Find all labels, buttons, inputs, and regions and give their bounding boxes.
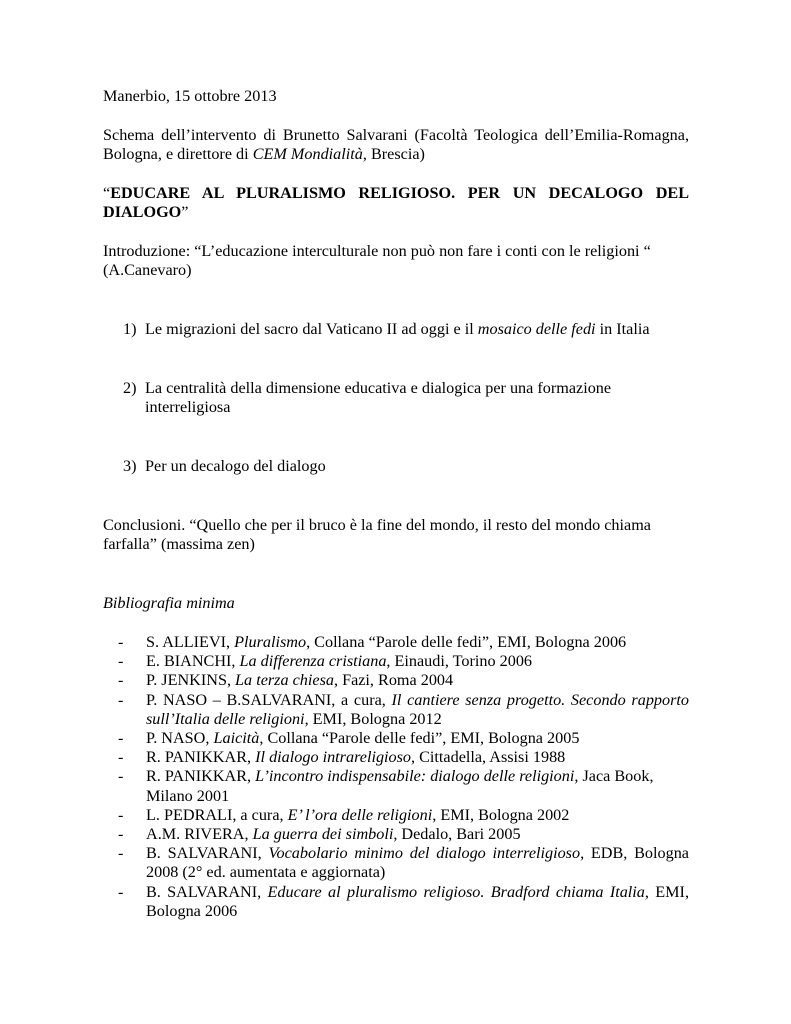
entry-title: Il cantiere senza progetto. Secondo rapporto sull’Italia delle religioni xyxy=(146,690,690,728)
bibliography-item xyxy=(118,671,689,690)
bibliography-entry xyxy=(146,825,689,844)
bibliography-item xyxy=(118,748,689,767)
bibliography-entry xyxy=(146,671,689,690)
list-dash: - xyxy=(118,652,124,671)
schema-italic: CEM Mondialità xyxy=(252,145,363,164)
schema-text-1: Schema dell’intervento di Brunetto Salvarani (Facoltà Teologica dell’Emilia-Romagna, Bologna, e direttore di xyxy=(103,126,689,164)
conclusion: Conclusioni. “Quello che per il bruco è la fine del mondo, il resto del mondo chiama farfalla” (massima zen) xyxy=(103,516,651,554)
title-open-quote: “ xyxy=(103,184,111,202)
point-number: 3) xyxy=(123,457,137,475)
entry-author: P. NASO, xyxy=(146,729,214,748)
entry-author: E. BIANCHI, xyxy=(146,652,240,671)
list-dash: - xyxy=(118,805,124,824)
entry-publisher: , EMI, Bologna 2006 xyxy=(146,882,689,920)
bibliography-item xyxy=(118,691,689,729)
introduction: Introduzione: “L’educazione interculturale non può non fare i conti con le religioni “ (A.Canevaro) xyxy=(103,242,651,280)
list-dash: - xyxy=(118,748,124,767)
list-dash: - xyxy=(118,767,124,786)
bibliography-entry xyxy=(146,767,689,805)
list-dash: - xyxy=(118,844,124,863)
entry-title: Pluralismo xyxy=(234,633,307,651)
entry-title: Laicità xyxy=(213,729,260,748)
entry-title: Il dialogo intrareligioso xyxy=(255,748,412,767)
point-text-pre: Per un decalogo del dialogo xyxy=(145,457,326,475)
bibliography-item xyxy=(118,652,689,671)
point-text-post: in Italia xyxy=(595,320,650,338)
point-text-pre: Le migrazioni del sacro dal Vaticano II ad oggi e il xyxy=(145,320,478,338)
entry-publisher: , Collana “Parole delle fedi”, EMI, Bologna 2005 xyxy=(259,729,580,748)
entry-title: E’ l’ora delle religioni xyxy=(287,805,433,824)
list-dash: - xyxy=(118,690,124,709)
bibliography-entry xyxy=(146,691,689,729)
entry-title: L’incontro indispensabile: dialogo delle religioni xyxy=(255,767,575,786)
point-text xyxy=(145,320,689,339)
document-title xyxy=(103,184,689,222)
bibliography-list xyxy=(118,633,689,921)
entry-publisher: , Fazi, Roma 2004 xyxy=(333,671,454,690)
entry-author: R. PANIKKAR, xyxy=(146,748,256,767)
bibliography-entry xyxy=(146,844,689,882)
title-close-quote: ” xyxy=(181,203,189,222)
bibliography-heading-text: Bibliografia minima xyxy=(103,594,235,612)
bibliography-entry xyxy=(146,748,689,767)
bibliography-entry xyxy=(146,729,689,748)
bibliography-item xyxy=(118,806,689,825)
bibliography-item xyxy=(118,883,689,921)
title-text: EDUCARE AL PLURALISMO RELIGIOSO. PER UN DECALOGO DEL DIALOGO xyxy=(103,184,689,222)
bibliography-heading xyxy=(103,594,689,613)
entry-author: L. PEDRALI, a cura, xyxy=(146,805,288,824)
bibliography-item xyxy=(118,825,689,844)
entry-publisher: , EMI, Bologna 2012 xyxy=(304,709,442,728)
bibliography-entry xyxy=(146,652,689,671)
bibliography-item xyxy=(118,633,689,652)
entry-publisher: , Einaudi, Torino 2006 xyxy=(386,652,533,671)
bibliography-item xyxy=(118,729,689,748)
entry-publisher: , Collana “Parole delle fedi”, EMI, Bologna 2006 xyxy=(306,633,627,651)
entry-author: P. JENKINS, xyxy=(146,671,236,690)
entry-publisher: , EDB, Bologna 2008 (2° ed. aumentata e aggiornata) xyxy=(146,844,689,882)
point-text xyxy=(145,457,689,476)
bibliography-entry xyxy=(146,806,689,825)
entry-author: B. SALVARANI, xyxy=(146,844,269,863)
list-dash: - xyxy=(118,825,124,844)
list-dash: - xyxy=(118,882,124,901)
list-dash: - xyxy=(118,633,124,651)
entry-author: P. NASO – B.SALVARANI, a cura, xyxy=(146,690,392,709)
entry-title: La guerra dei simboli xyxy=(252,825,394,844)
entry-author: S. ALLIEVI, xyxy=(146,633,235,651)
entry-publisher: , Jaca Book, Milano 2001 xyxy=(146,767,654,805)
entry-author: A.M. RIVERA, xyxy=(146,825,253,844)
entry-author: B. SALVARANI, xyxy=(146,882,268,901)
bibliography-item xyxy=(118,767,689,805)
point-text xyxy=(145,379,689,417)
point-number: 2) xyxy=(123,379,137,397)
point-text-italic: mosaico delle fedi xyxy=(477,320,596,338)
list-dash: - xyxy=(118,729,124,748)
schema-paragraph xyxy=(103,126,689,164)
bibliography-item xyxy=(118,844,689,882)
entry-title: La terza chiesa xyxy=(235,671,334,690)
entry-title: Educare al pluralismo religioso. Bradford chiama Italia xyxy=(267,882,645,901)
bibliography-entry xyxy=(146,883,689,921)
point-text-pre: La centralità della dimensione educativa e dialogica per una formazione interreligiosa xyxy=(145,379,612,417)
bibliography-entry xyxy=(146,633,689,652)
point-number: 1) xyxy=(123,320,137,338)
schema-text-2: , Brescia) xyxy=(362,145,425,164)
entry-author: R. PANIKKAR, xyxy=(146,767,256,786)
entry-publisher: , EMI, Bologna 2002 xyxy=(432,805,570,824)
entry-title: La differenza cristiana xyxy=(239,652,387,671)
entry-title: Vocabolario minimo del dialogo interreligioso xyxy=(268,844,581,863)
entry-publisher: , Dedalo, Bari 2005 xyxy=(393,825,521,844)
entry-publisher: , Cittadella, Assisi 1988 xyxy=(411,748,566,767)
place-date: Manerbio, 15 ottobre 2013 xyxy=(103,87,277,105)
list-dash: - xyxy=(118,671,124,690)
